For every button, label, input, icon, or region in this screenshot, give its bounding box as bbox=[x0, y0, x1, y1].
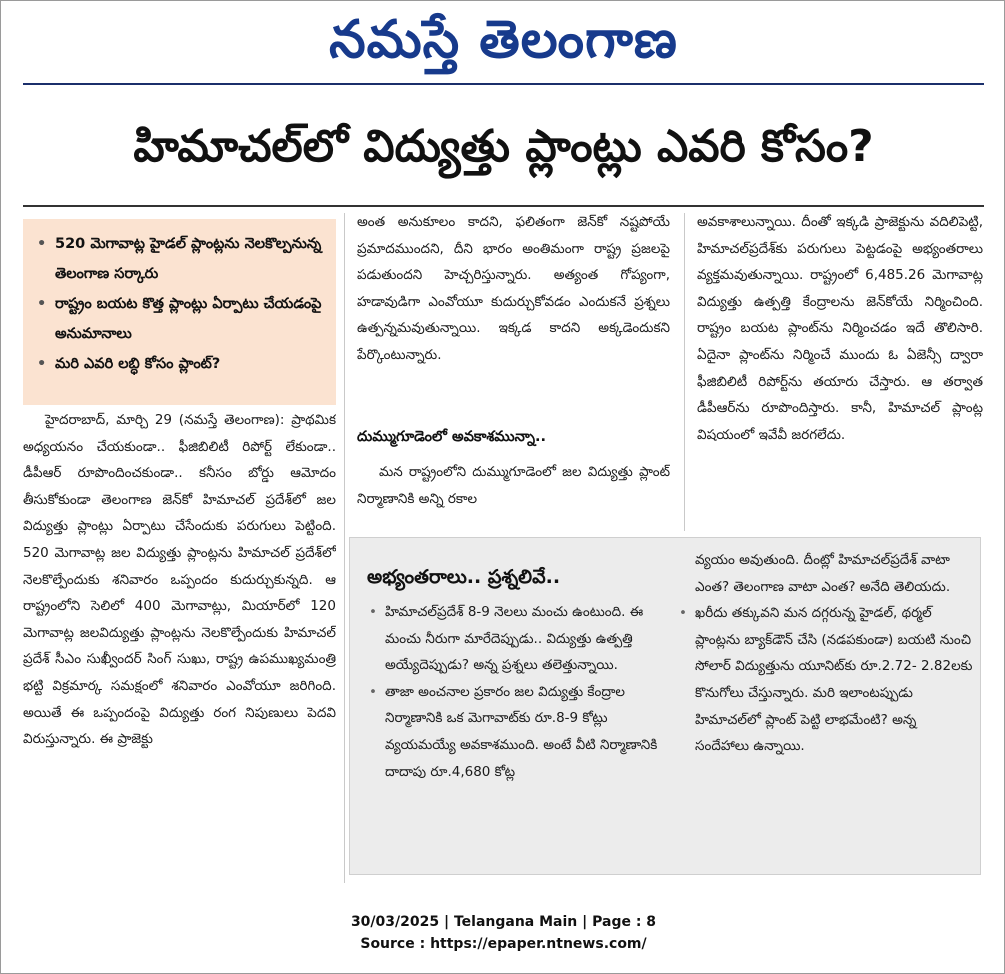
highlights-box bbox=[23, 219, 336, 405]
column-divider bbox=[684, 213, 685, 531]
question-item-continued: వ్యయం అవుతుంది. దీంట్లో హిమాచల్‌ప్రదేశ్ వాటా ఎంత? తెలంగాణ వాటా ఎంత? అనేది తెలియదు. bbox=[695, 552, 951, 595]
masthead-divider bbox=[23, 83, 984, 85]
bullet-icon: • bbox=[37, 356, 47, 372]
column-divider bbox=[344, 213, 345, 883]
masthead-title: నమస్తే తెలంగాణ bbox=[329, 9, 678, 70]
questions-box-column-1 bbox=[367, 599, 667, 867]
article-subheading: దుమ్ముగూడెంలో అవకాశమున్నా.. bbox=[357, 429, 547, 445]
article-column-1 bbox=[23, 407, 336, 885]
article-paragraph: మన రాష్ట్రంలోని దుమ్ముగూడెంలో జల విద్యుత్తు ప్లాంట్ నిర్మాణానికి అన్ని రకాల bbox=[357, 464, 670, 507]
questions-box-column-2 bbox=[677, 547, 973, 867]
footer-source: Source : https://epaper.ntnews.com/ bbox=[360, 936, 647, 952]
article-column-2 bbox=[357, 209, 670, 409]
highlight-item: • మరి ఎవరి లబ్ధి కోసం ప్లాంట్? bbox=[35, 349, 326, 379]
article-column-2-continued bbox=[357, 459, 670, 527]
bullet-icon: • bbox=[369, 683, 377, 700]
questions-box-title: అభ్యంతరాలు.. ప్రశ్నలివే.. bbox=[367, 566, 561, 588]
headline-divider bbox=[23, 205, 984, 207]
article-paragraph: హైదరాబాద్, మార్చి 29 (నమస్తే తెలంగాణ): ప్రాథమిక అధ్యయనం చేయకుండా.. ఫీజిబిలిటీ రిపోర్ట్ లేకుండా.. డీపీఆర్ రూపొందించకుండా.. కనీసం బోర్డు ఆమోదం తీసుకోకుండా తెలంగాణ జెన్‌కో హిమాచల్ ప్రదేశ్‌లో జల విద్యుత్తు ప్లాంట్లు ఏర్పాటు చేసేందుకు పరుగులు పెట్టింది. 520 మెగావాట్ల జల విద్యుత్తు ప్లాంట్లను హిమాచల్ ప్రదేశ్‌లో నెలకొల్పేందుకు శనివారం ఒప్పందం కుదుర్చుకున్నది. ఆ రాష్ట్రంలోని సెలిలో 400 మెగావాట్లు, మియార్‌లో 120 మెగావాట్ల జలవిద్యుత్తు ప్లాంట్లను నెలకొల్పేందుకు హిమాచల్ ప్రదేశ్ సీఎం సుఖ్వీందర్ సింగ్ సుఖు, రాష్ట్ర ఉపముఖ్యమంత్రి భట్టి విక్రమార్క సమక్షంలో శనివారం ఎంవోయూ జరిగింది. అయితే ఈ ఒప్పందంపై విద్యుత్తు రంగ నిపుణులు పెదవి విరుస్తున్నారు. ఈ ప్రాజెక్టు bbox=[23, 412, 336, 748]
article-headline: హిమాచల్‌లో విద్యుత్తు ప్లాంట్లు ఎవరి కోసం? bbox=[133, 121, 874, 172]
footer-date-page: 30/03/2025 | Telangana Main | Page : 8 bbox=[350, 914, 657, 930]
question-item: • ఖరీదు తక్కువని మన దగ్గరున్న హైడల్, థర్మల్ ప్లాంట్లను బ్యాక్‌డౌన్ చేసి (నడపకుండా) బయటి నుంచి సోలార్ విద్యుత్తును యూనిట్‌కు రూ.2.72- 2.82లకు కొనుగోలు చేస్తున్నారు. మరి ఇలాంటప్పుడు హిమాచల్‌లో ప్లాంట్ పెట్టి లాభమేంటి? అన్న సందేహాలు ఉన్నాయి. bbox=[677, 600, 973, 760]
bullet-icon: • bbox=[679, 605, 687, 622]
question-item: • తాజా అంచనాల ప్రకారం జల విద్యుత్తు కేంద్రాల నిర్మాణానికి ఒక మెగావాట్‌కు రూ.8-9 కోట్లు వ్యయమయ్యే అవకాశముంది. అంటే వీటి నిర్మాణానికి దాదాపు రూ.4,680 కోట్ల bbox=[367, 679, 667, 785]
bullet-icon: • bbox=[369, 604, 377, 620]
bullet-icon: • bbox=[37, 296, 47, 312]
bullet-icon: • bbox=[37, 236, 47, 252]
article-paragraph: అంత అనుకూలం కాదని, ఫలితంగా జెన్‌కో నష్టపోయే ప్రమాదముందని, దీని భారం అంతిమంగా రాష్ట్ర ప్రజలపై పడుతుందని హెచ్చరిస్తున్నారు. అత్యంత గోప్యంగా, హడావుడిగా ఎంవోయూ కుదుర్చుకోవడం ఎందుకనే ప్రశ్నలు ఉత్పన్నమవుతున్నాయి. ఇక్కడ కాదని అక్కడెందుకని పేర్కొంటున్నారు. bbox=[357, 214, 670, 363]
article-column-3 bbox=[697, 209, 983, 529]
highlight-item: • 520 మెగావాట్ల హైడల్ ప్లాంట్లను నెలకొల్పనున్న తెలంగాణ సర్కారు bbox=[35, 229, 326, 289]
question-item: • హిమాచల్‌ప్రదేశ్ 8-9 నెలలు మంచు ఉంటుంది. ఈ మంచు నీరుగా మారేదెప్పుడు.. విద్యుత్తు ఉత్పత్తి అయ్యేదెప్పుడు? అన్న ప్రశ్నలు తలెత్తున్నాయి. bbox=[367, 599, 667, 679]
highlight-item: • రాష్ట్రం బయట కొత్త ప్లాంట్లు ఏర్పాటు చేయడంపై అనుమానాలు bbox=[35, 289, 326, 349]
article-paragraph: అవకాశాలున్నాయి. దీంతో ఇక్కడి ప్రాజెక్టును వదిలిపెట్టి, హిమాచల్‌ప్రదేశ్‌కు పరుగులు పెట్టడంపై అభ్యంతరాలు వ్యక్తమవుతున్నాయి. రాష్ట్రంలో 6,485.26 మెగావాట్ల విద్యుత్తు ఉత్పత్తి కేంద్రాలను జెన్‌కోయే నిర్మించింది. రాష్ట్రం బయట ప్లాంట్‌ను నిర్మించడం ఇదే తొలిసారి. ఏదైనా ప్లాంట్‌ను నిర్మించే ముందు ఓ ఏజెన్సీ ద్వారా ఫీజిబిలిటీ రిపోర్ట్‌ను తయారు చేస్తారు. ఆ తర్వాత డీపీఆర్‌ను రూపొందిస్తారు. కానీ, హిమాచల్ ప్లాంట్ల విషయంలో ఇవేవీ జరగలేదు. bbox=[697, 214, 983, 443]
